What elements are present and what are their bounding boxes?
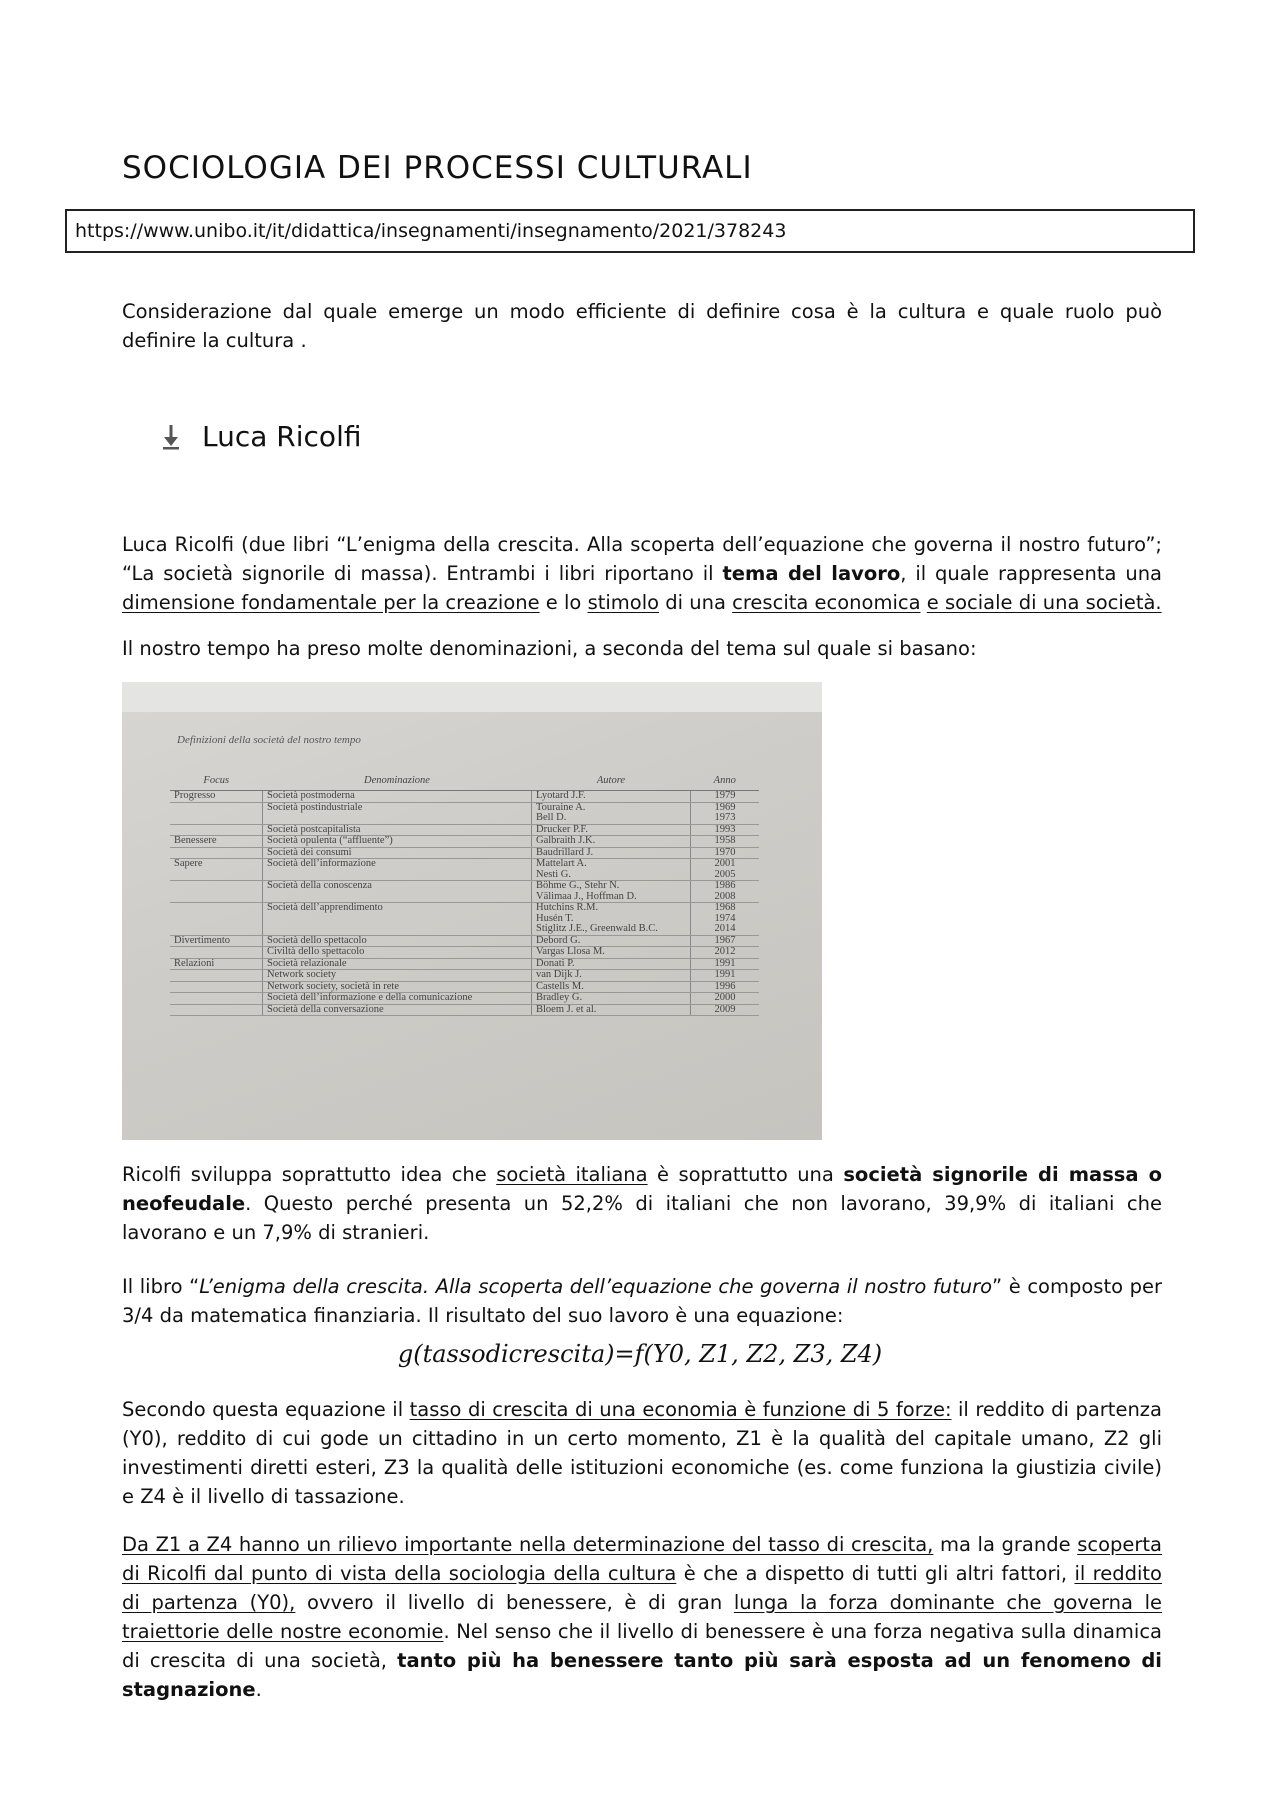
table-cell: 1996 xyxy=(691,981,760,993)
table-cell xyxy=(170,824,263,836)
text-run: Ricolfi sviluppa soprattutto idea che xyxy=(122,1163,497,1186)
table-cell: Drucker P.F. xyxy=(532,824,691,836)
arrow-down-icon xyxy=(160,422,182,452)
bold-text: tanto più ha benessere tanto più sarà esposta ad un fenomeno di stagnazione xyxy=(122,1649,1162,1701)
table-cell: Network society xyxy=(263,970,532,982)
table-cell: Società relazionale xyxy=(263,958,532,970)
equation: g(tassodicrescita)=f(Y0, Z1, Z2, Z3, Z4) xyxy=(397,1340,883,1368)
table-row xyxy=(170,935,759,947)
table-row xyxy=(170,802,759,824)
table-row xyxy=(170,847,759,859)
libro-paragraph xyxy=(122,1272,1162,1330)
table-cell: Progresso xyxy=(170,791,263,803)
text-run: Il libro “ xyxy=(122,1275,200,1298)
table-cell: Società dell’informazione xyxy=(263,859,532,881)
table-row xyxy=(170,881,759,903)
table-cell: Civiltà dello spettacolo xyxy=(263,947,532,959)
photo-table-header: Denominazione xyxy=(263,770,532,791)
underlined-text: Da Z1 a Z4 hanno un rilievo importante nella determinazione del tasso di crescita, xyxy=(122,1533,934,1556)
photo-table xyxy=(170,770,759,1016)
url-link[interactable]: https://www.unibo.it/it/didattica/insegnamenti/insegnamento/2021/378243 xyxy=(65,209,1195,253)
page-title: SOCIOLOGIA DEI PROCESSI CULTURALI xyxy=(122,150,753,186)
photo-table-header: Focus xyxy=(170,770,263,791)
table-cell: 1986 2008 xyxy=(691,881,760,903)
table-cell: Baudrillard J. xyxy=(532,847,691,859)
table-cell: 2001 2005 xyxy=(691,859,760,881)
table-row xyxy=(170,859,759,881)
table-cell: Società dell’apprendimento xyxy=(263,903,532,936)
table-cell: Böhme G., Stehr N. Välimaa J., Hoffman D. xyxy=(532,881,691,903)
text-run: il reddito di partenza (Y0), reddito di cui gode un cittadino in un certo momento, Z1 è la qualità del capitale umano, Z2 gli investimenti diretti esteri, Z3 la qualità delle istituzioni economiche (es. come funziona la giustizia civile) e Z4 è il livello di tassazione. xyxy=(122,1398,1162,1508)
table-cell: Sapere xyxy=(170,859,263,881)
text-run: , il quale rappresenta una xyxy=(900,562,1162,585)
table-row xyxy=(170,970,759,982)
table-cell: Società dell’informazione e della comunicazione xyxy=(263,993,532,1005)
underlined-text: scoperta di Ricolfi dal punto di vista della sociologia della cultura xyxy=(122,1533,1162,1585)
intro-paragraph: Considerazione dal quale emerge un modo efficiente di definire cosa è la cultura e quale ruolo può definire la cultura . xyxy=(122,300,1162,352)
table-cell: Società della conoscenza xyxy=(263,881,532,903)
table-photo xyxy=(122,682,822,1140)
table-cell xyxy=(170,903,263,936)
text-run: Secondo questa equazione il xyxy=(122,1398,410,1421)
underlined-text: dimensione fondamentale per la creazione xyxy=(122,591,540,614)
table-cell xyxy=(170,970,263,982)
text-run: . Nel senso che il livello di benessere è una forza negativa sulla dinamica di crescita di una società, xyxy=(122,1620,1162,1672)
table-cell: Mattelart A. Nesti G. xyxy=(532,859,691,881)
table-cell: 1967 xyxy=(691,935,760,947)
table-cell: 1968 1974 2014 xyxy=(691,903,760,936)
table-cell: Donati P. xyxy=(532,958,691,970)
ricolfi-paragraph xyxy=(122,530,1162,617)
underlined-text: e sociale di una società. xyxy=(926,591,1162,614)
societa-paragraph xyxy=(122,1160,1162,1247)
text-run: è che a dispetto di tutti gli altri fattori, xyxy=(676,1562,1075,1585)
table-cell: Hutchins R.M. Husén T. Stiglitz J.E., Greenwald B.C. xyxy=(532,903,691,936)
text-run: ” è composto per 3/4 da matematica finanziaria. Il risultato del suo lavoro è una equazione: xyxy=(122,1275,1163,1327)
table-cell: 1991 xyxy=(691,970,760,982)
table-cell: 2000 xyxy=(691,993,760,1005)
table-row xyxy=(170,981,759,993)
photo-table-header: Autore xyxy=(532,770,691,791)
text-run: di una xyxy=(659,591,733,614)
equazione-paragraph xyxy=(122,1395,1162,1511)
table-cell: Divertimento xyxy=(170,935,263,947)
underlined-text: stimolo xyxy=(587,591,660,614)
table-row xyxy=(170,947,759,959)
bold-text: società signorile di massa o neofeudale xyxy=(122,1163,1162,1215)
table-cell xyxy=(170,1004,263,1016)
table-cell: 1979 xyxy=(691,791,760,803)
italic-text: L’enigma della crescita. Alla scoperta dell’equazione che governa il nostro futuro xyxy=(199,1275,993,1298)
table-cell: Galbraith J.K. xyxy=(532,836,691,848)
benessere-paragraph xyxy=(122,1530,1162,1704)
table-cell: Società postmoderna xyxy=(263,791,532,803)
table-row xyxy=(170,1004,759,1016)
table-cell: Debord G. xyxy=(532,935,691,947)
table-row xyxy=(170,958,759,970)
table-cell: Lyotard J.F. xyxy=(532,791,691,803)
text-run: è soprattutto una xyxy=(647,1163,844,1186)
underlined-text: il reddito di partenza (Y0), xyxy=(122,1562,1162,1614)
table-row xyxy=(170,993,759,1005)
table-cell xyxy=(170,947,263,959)
photo-table-header: Anno xyxy=(691,770,760,791)
table-cell: Società postcapitalista xyxy=(263,824,532,836)
text-run: e lo xyxy=(539,591,588,614)
table-cell: Società dello spettacolo xyxy=(263,935,532,947)
underlined-text: tasso di crescita di una economia è funzione di 5 forze: xyxy=(409,1398,952,1421)
table-cell: 2009 xyxy=(691,1004,760,1016)
table-cell: Benessere xyxy=(170,836,263,848)
table-row xyxy=(170,836,759,848)
heading-text: Luca Ricolfi xyxy=(202,420,362,453)
table-cell: Bradley G. xyxy=(532,993,691,1005)
bold-text: tema del lavoro xyxy=(722,562,901,585)
underlined-text: società italiana xyxy=(496,1163,648,1186)
text-run: Luca Ricolfi (due libri “L’enigma della crescita. Alla scoperta dell’equazione che governa il nostro futuro”; “La società signorile di massa). Entrambi i libri riportano il xyxy=(122,533,1162,585)
text-run: ovvero il livello di benessere, è di gran xyxy=(295,1591,734,1614)
table-row xyxy=(170,791,759,803)
table-cell: Società opulenta (“affluente”) xyxy=(263,836,532,848)
underlined-text: lunga la forza dominante che governa le traiettorie delle nostre economie xyxy=(122,1591,1162,1643)
table-cell: Società postindustriale xyxy=(263,802,532,824)
text-run: . Questo perché presenta un 52,2% di italiani che non lavorano, 39,9% di italiani che lavorano e un 7,9% di stranieri. xyxy=(122,1192,1162,1244)
table-cell: 1958 xyxy=(691,836,760,848)
table-cell: Touraine A. Bell D. xyxy=(532,802,691,824)
table-cell: 1970 xyxy=(691,847,760,859)
table-cell: Network society, società in rete xyxy=(263,981,532,993)
table-cell: 2012 xyxy=(691,947,760,959)
underlined-text: crescita economica xyxy=(732,591,921,614)
table-cell: Società della conversazione xyxy=(263,1004,532,1016)
table-cell: Bloem J. et al. xyxy=(532,1004,691,1016)
table-cell xyxy=(170,881,263,903)
table-cell: 1993 xyxy=(691,824,760,836)
text-run: . xyxy=(255,1678,262,1701)
table-row xyxy=(170,824,759,836)
denominazioni-paragraph: Il nostro tempo ha preso molte denominazioni, a seconda del tema sul quale si basano: xyxy=(122,637,977,660)
text-run: ma la grande xyxy=(933,1533,1078,1556)
table-cell: Relazioni xyxy=(170,958,263,970)
table-cell xyxy=(170,802,263,824)
table-cell: Castells M. xyxy=(532,981,691,993)
table-cell: Società dei consumi xyxy=(263,847,532,859)
table-row xyxy=(170,903,759,936)
table-cell xyxy=(170,993,263,1005)
table-cell xyxy=(170,847,263,859)
table-cell: 1991 xyxy=(691,958,760,970)
photo-caption: Definizioni della società del nostro tempo xyxy=(177,734,361,746)
photo-band xyxy=(122,682,822,712)
table-cell: Vargas Llosa M. xyxy=(532,947,691,959)
section-heading xyxy=(160,420,361,453)
table-cell: 1969 1973 xyxy=(691,802,760,824)
table-cell xyxy=(170,981,263,993)
table-cell: van Dijk J. xyxy=(532,970,691,982)
